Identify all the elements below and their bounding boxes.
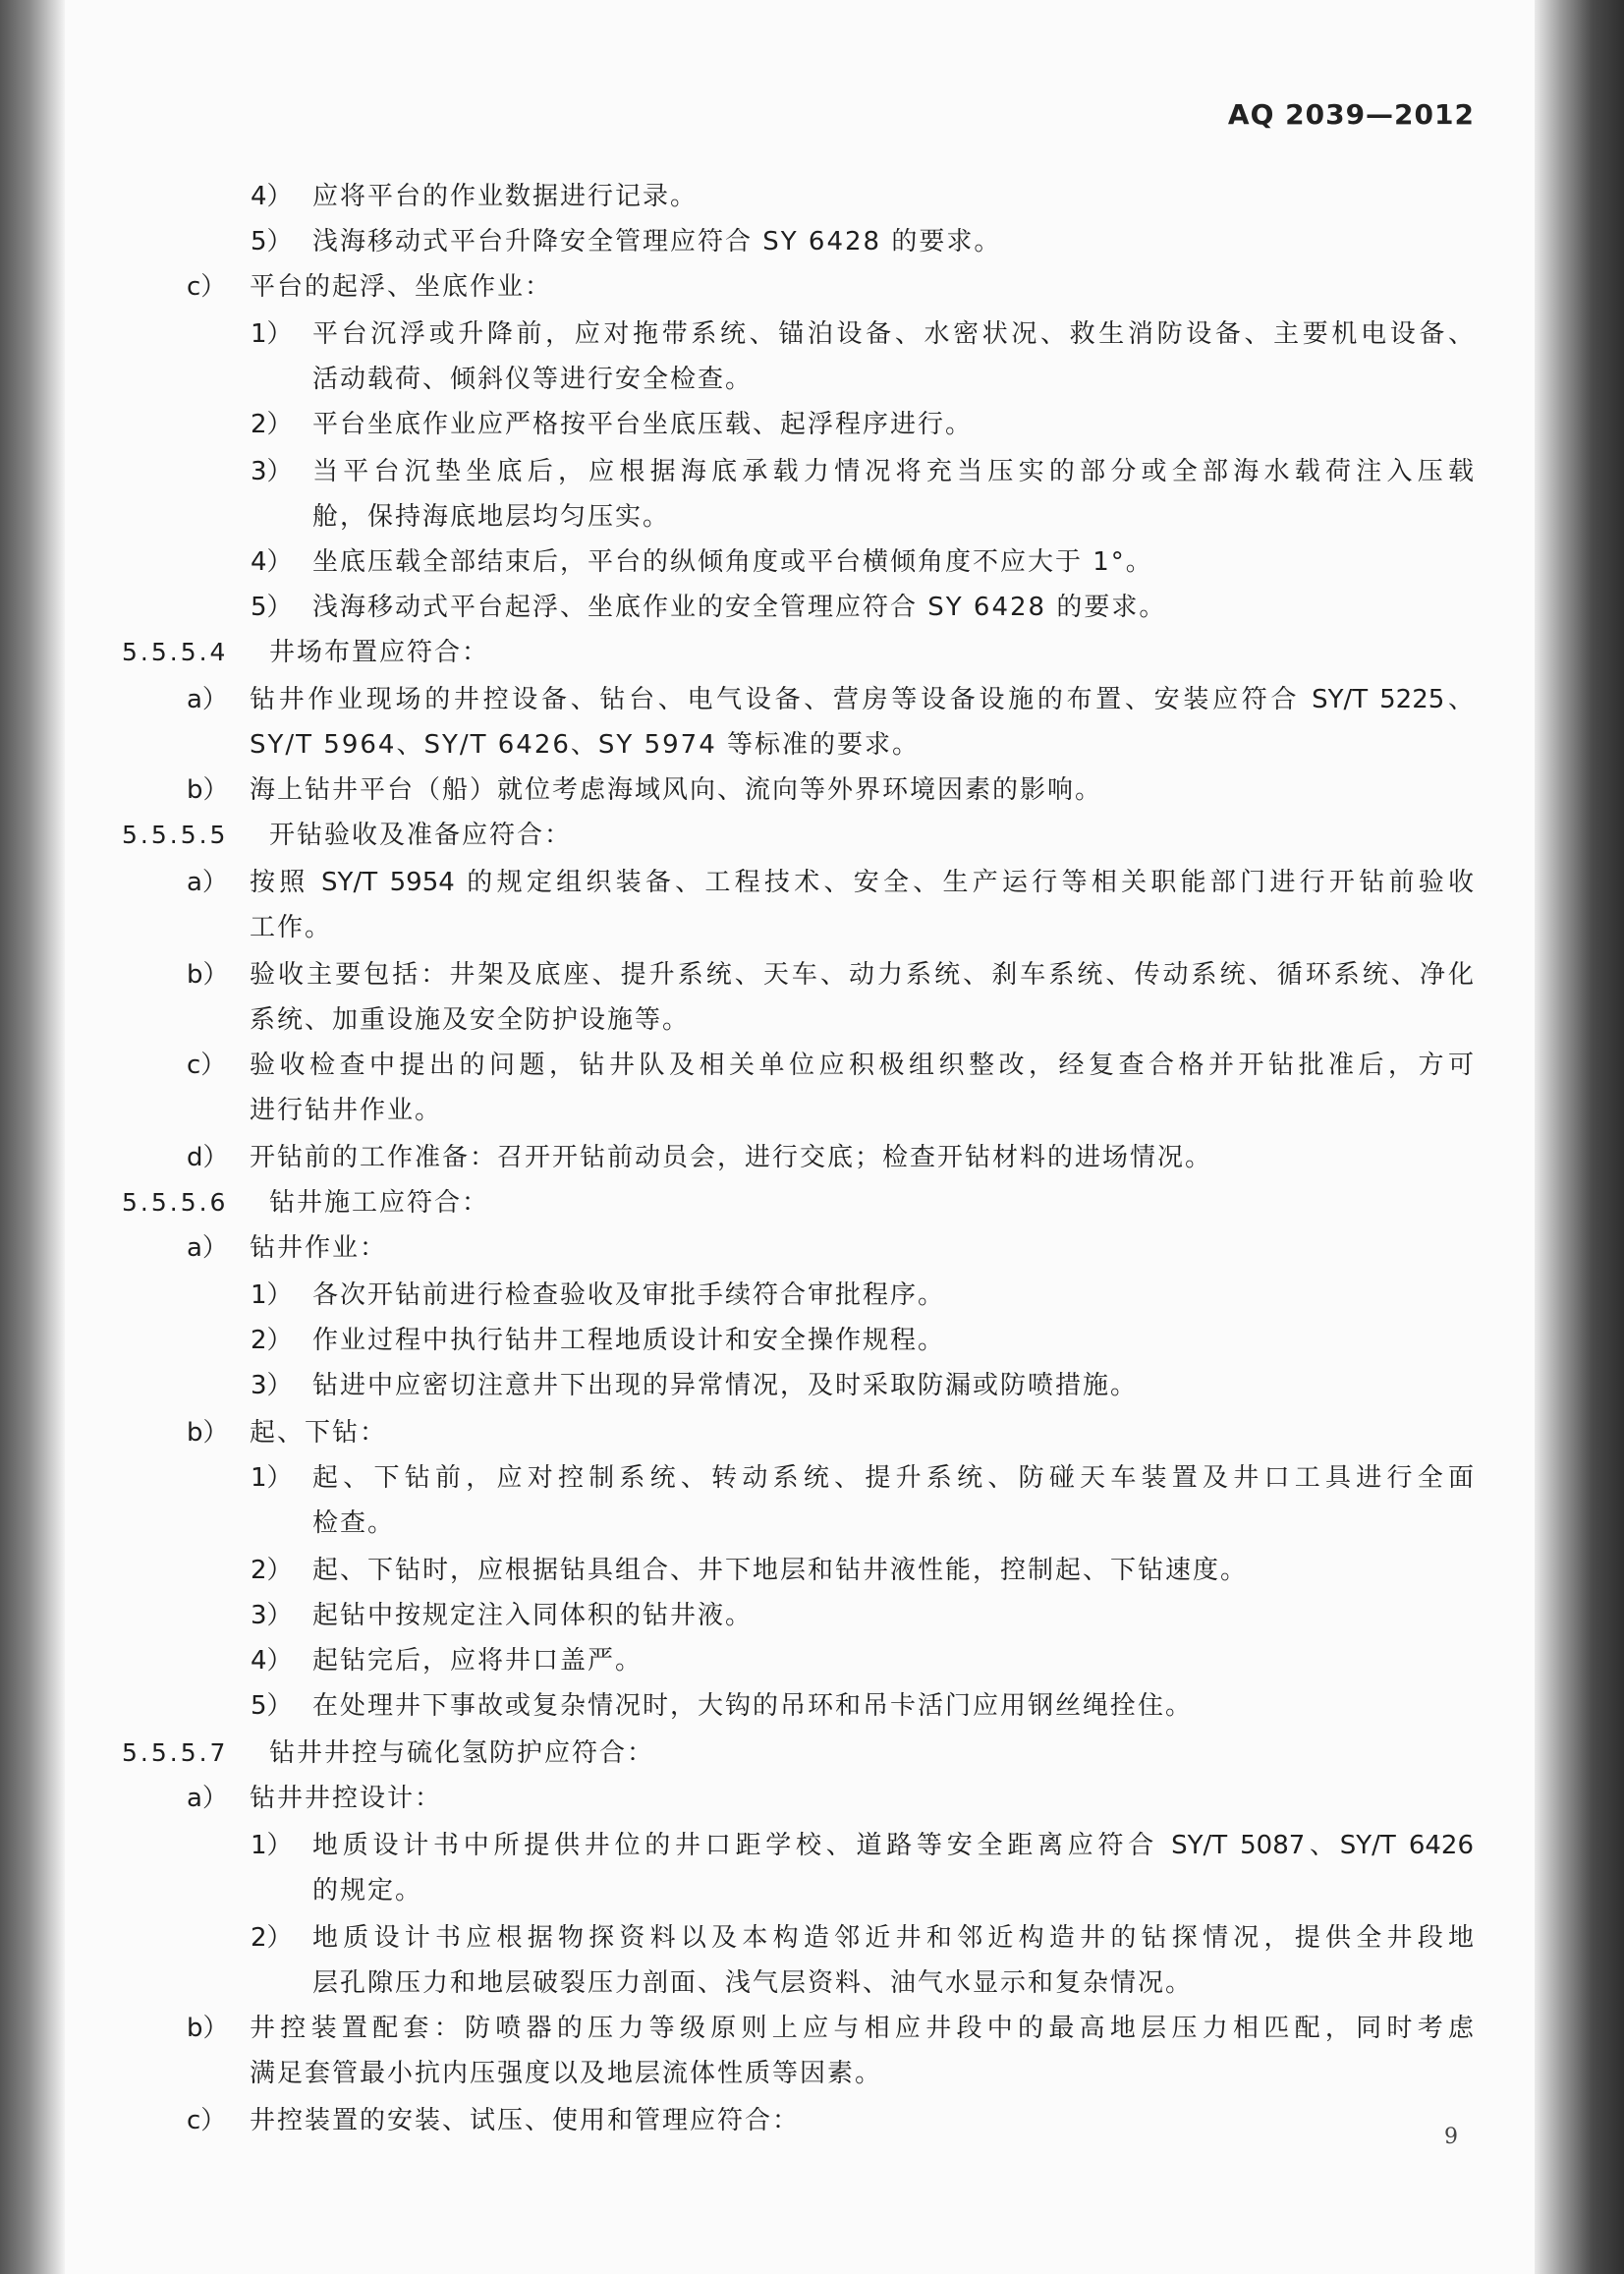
clause-heading: 钻井施工应符合：: [269, 1188, 490, 1218]
list-item-text: 海上钻井平台（船）就位考虑海域风向、流向等外界环境因素的影响。: [250, 775, 1103, 805]
list-item-continuation: 满足套管最小抗内压强度以及地层流体性质等因素。: [250, 2059, 883, 2088]
list-marker: 2）: [251, 1923, 293, 1953]
clause-number: 5.5.5.4: [122, 638, 229, 666]
list-item-continuation: 进行钻井作业。: [250, 1096, 443, 1125]
list-marker: 2）: [251, 1326, 293, 1355]
list-item-text: 开钻前的工作准备：召开开钻前动员会，进行交底；检查开钻材料的进场情况。: [250, 1143, 1213, 1172]
list-marker: c）: [187, 1051, 227, 1080]
list-marker: a）: [187, 685, 228, 714]
list-item-continuation: 系统、加重设施及安全防护设施等。: [250, 1005, 691, 1035]
list-marker: 5）: [251, 227, 293, 256]
list-item-text: 验收检查中提出的问题，钻井队及相关单位应积极组织整改，经复查合格并开钻批准后，方可: [250, 1051, 1474, 1080]
clause-heading: 钻井井控与硫化氢防护应符合：: [269, 1738, 655, 1768]
list-item-text: 井控装置配套：防喷器的压力等级原则上应与相应井段中的最高地层压力相匹配，同时考虑: [250, 2014, 1474, 2043]
list-marker: 1）: [251, 1463, 293, 1493]
list-marker: b）: [187, 2014, 229, 2043]
list-marker: 3）: [251, 1371, 293, 1400]
scan-left-edge: [0, 0, 65, 2274]
page-number: 9: [1444, 2125, 1458, 2149]
list-item-continuation: 层孔隙压力和地层破裂压力剖面、浅气层资料、油气水显示和复杂情况。: [312, 1968, 1194, 1998]
list-item-text: 钻井作业现场的井控设备、钻台、电气设备、营房等设备设施的布置、安装应符合 SY/T 5225、: [250, 685, 1474, 714]
list-item-continuation: SY/T 5964、SY/T 6426、SY 5974 等标准的要求。: [250, 730, 921, 760]
list-marker: 4）: [251, 1646, 293, 1676]
list-item-text: 当平台沉垫坐底后，应根据海底承载力情况将充当压实的部分或全部海水载荷注入压载: [312, 457, 1474, 486]
list-item-text: 钻进中应密切注意井下出现的异常情况，及时采取防漏或防喷措施。: [312, 1371, 1139, 1400]
scan-right-edge: [1535, 0, 1624, 2274]
list-marker: 3）: [251, 1601, 293, 1630]
list-item-text: 按照 SY/T 5954 的规定组织装备、工程技术、安全、生产运行等相关职能部门进行开钻前验收: [250, 868, 1474, 897]
list-item-continuation: 检查。: [312, 1508, 396, 1538]
list-item-continuation: 的规定。: [312, 1876, 423, 1905]
list-marker: 2）: [251, 410, 293, 439]
list-marker: 4）: [251, 547, 293, 577]
clause-heading: 井场布置应符合：: [269, 638, 490, 667]
list-item-continuation: 舱，保持海底地层均匀压实。: [312, 502, 671, 532]
list-marker: 1）: [251, 319, 293, 349]
list-marker: b）: [187, 775, 229, 805]
list-marker: a）: [187, 1784, 228, 1813]
list-marker: 2）: [251, 1556, 293, 1585]
list-item-text: 钻井井控设计：: [250, 1784, 443, 1813]
list-item-text: 起、下钻时，应根据钻具组合、井下地层和钻井液性能，控制起、下钻速度。: [312, 1556, 1249, 1585]
list-item-text: 平台沉浮或升降前，应对拖带系统、锚泊设备、水密状况、救生消防设备、主要机电设备、: [312, 319, 1474, 349]
list-marker: c）: [187, 272, 227, 302]
list-item-text: 起钻完后，应将井口盖严。: [312, 1646, 644, 1676]
list-marker: 5）: [251, 593, 293, 622]
list-item-text: 起、下钻：: [250, 1418, 388, 1448]
list-item-continuation: 工作。: [250, 913, 333, 942]
list-marker: d）: [187, 1143, 229, 1172]
list-item-text: 地质设计书应根据物探资料以及本构造邻近井和邻近构造井的钻探情况，提供全井段地: [312, 1923, 1474, 1953]
list-marker: a）: [187, 868, 228, 897]
clause-number: 5.5.5.6: [122, 1188, 229, 1217]
clause-heading: 开钻验收及准备应符合：: [269, 821, 573, 850]
list-marker: b）: [187, 1418, 229, 1448]
list-item-text: 起钻中按规定注入同体积的钻井液。: [312, 1601, 754, 1630]
list-item-text: 地质设计书中所提供井位的井口距学校、道路等安全距离应符合 SY/T 5087、SY/T 6426: [312, 1831, 1474, 1860]
standard-code: AQ 2039—2012: [1227, 98, 1475, 131]
list-item-text: 应将平台的作业数据进行记录。: [312, 182, 699, 211]
list-item-text: 验收主要包括：井架及底座、提升系统、天车、动力系统、刹车系统、传动系统、循环系统、净化: [250, 960, 1474, 990]
list-marker: 1）: [251, 1831, 293, 1860]
list-item-text: 各次开钻前进行检查验收及审批手续符合审批程序。: [312, 1280, 946, 1310]
list-marker: a）: [187, 1233, 228, 1263]
clause-number: 5.5.5.7: [122, 1738, 229, 1767]
list-item-text: 作业过程中执行钻井工程地质设计和安全操作规程。: [312, 1326, 946, 1355]
list-item-text: 钻井作业：: [250, 1233, 388, 1263]
list-marker: c）: [187, 2106, 227, 2135]
list-item-text: 平台坐底作业应严格按平台坐底压载、起浮程序进行。: [312, 410, 974, 439]
list-marker: 4）: [251, 182, 293, 211]
list-item-text: 起、下钻前，应对控制系统、转动系统、提升系统、防碰天车装置及井口工具进行全面: [312, 1463, 1474, 1493]
list-item-text: 坐底压载全部结束后，平台的纵倾角度或平台横倾角度不应大于 1°。: [312, 547, 1153, 577]
list-item-continuation: 活动载荷、倾斜仪等进行安全检查。: [312, 365, 754, 394]
list-item-text: 平台的起浮、坐底作业：: [250, 272, 553, 302]
list-item-text: 浅海移动式平台升降安全管理应符合 SY 6428 的要求。: [312, 227, 1002, 256]
list-marker: 1）: [251, 1280, 293, 1310]
list-item-text: 浅海移动式平台起浮、坐底作业的安全管理应符合 SY 6428 的要求。: [312, 593, 1167, 622]
list-marker: 5）: [251, 1691, 293, 1721]
list-item-text: 在处理井下事故或复杂情况时，大钩的吊环和吊卡活门应用钢丝绳拴住。: [312, 1691, 1194, 1721]
list-item-text: 井控装置的安装、试压、使用和管理应符合：: [250, 2106, 801, 2135]
clause-number: 5.5.5.5: [122, 821, 229, 849]
list-marker: b）: [187, 960, 229, 990]
list-marker: 3）: [251, 457, 293, 486]
